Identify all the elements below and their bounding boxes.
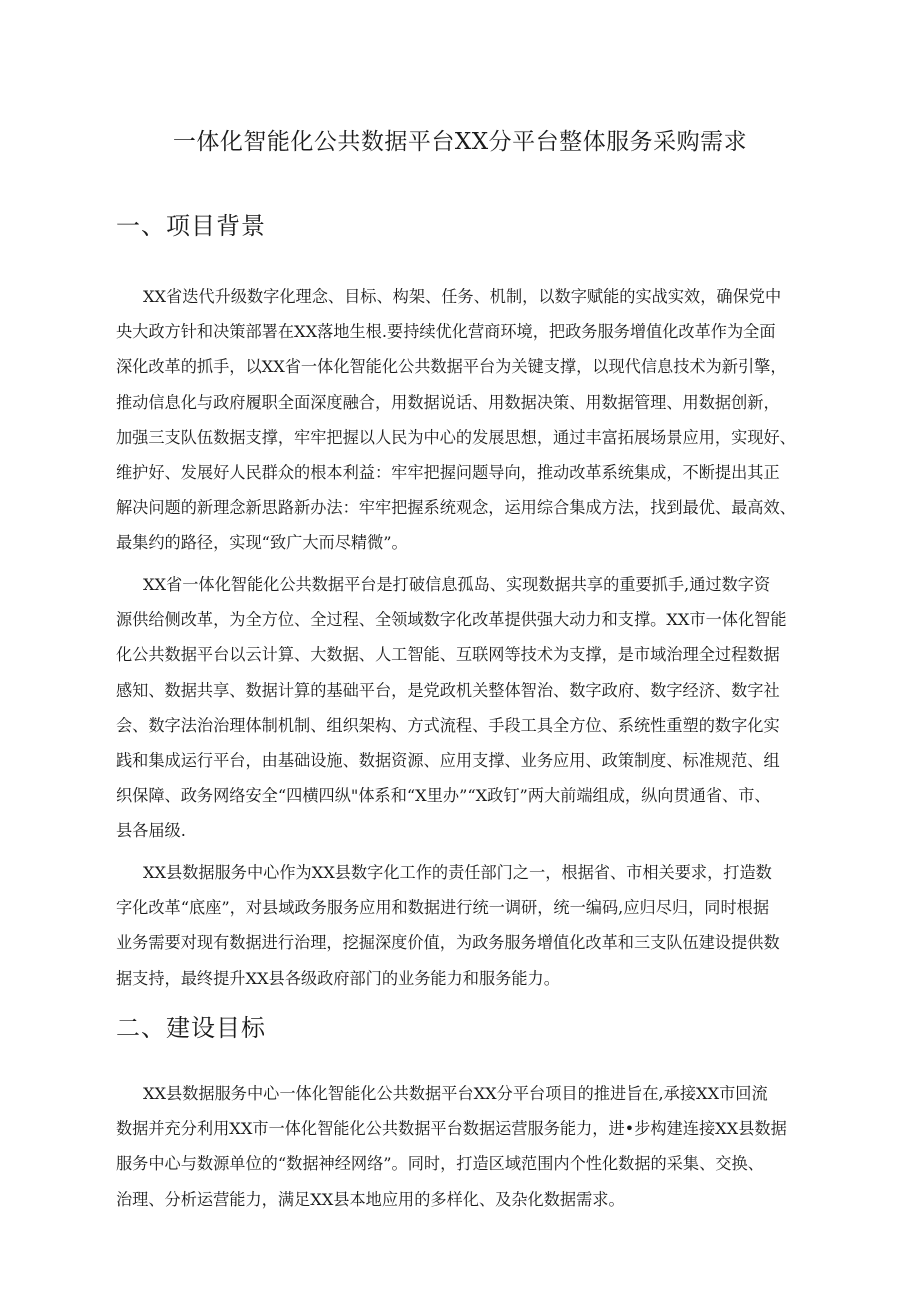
section-heading-goals: 二、建设目标 — [116, 1014, 266, 1042]
text-line: 践和集成运行平台，由基础设施、数据资源、应用支撑、业务应用、政策制度、标准规范、组 — [116, 751, 780, 771]
text-line: XX省一体化智能化公共数据平台是打破信息孤岛、实现数据共享的重要抓手,通过数字资 — [143, 575, 771, 594]
text-line: 会、数字法治治理体制机制、组织架构、方式流程、手段工具全方位、系统性重塑的数字化实 — [116, 715, 780, 735]
text-line: 字化改革“底座”，对县域政务服务应用和数据进行统一调研，统一编码,应归尽归，同时根据 — [116, 898, 770, 918]
text-line: 感知、数据共享、数据计算的基础平台，是党政机关整体智治、数字政府、数字经济、数字社 — [116, 680, 780, 700]
text-line: 最集约的路径，实现“致广大而尽精微”。 — [116, 533, 408, 553]
text-line: 深化改革的抓手，以XX省一体化智能化公共数据平台为关键支撑，以现代信息技术为新引擎， — [116, 357, 787, 377]
text-line: 县各届级. — [116, 821, 186, 841]
paragraph-background-2 — [116, 567, 826, 849]
text-line: 解决问题的新理念新思路新办法：牢牢把握系统观念，运用综合集成方法，找到最优、最高效、 — [116, 498, 796, 518]
text-line: 织保障、政务网络安全“四横四纵"体系和“X里办”“X政钉”两大前端组成，纵向贯通省、市、 — [116, 786, 771, 806]
text-line: 治理、分析运营能力，满足XX县本地应用的多样化、及杂化数据需求。 — [116, 1189, 625, 1209]
text-line: 加强三支队伍数据支撑，牢牢把握以人民为中心的发展思想，通过丰富拓展场景应用，实现好、 — [116, 427, 796, 447]
text-line: XX县数据服务中心作为XX县数字化工作的责任部门之一，根据省、市相关要求，打造数 — [143, 863, 772, 882]
text-line: 据支持，最终提升XX县各级政府部门的业务能力和服务能力。 — [116, 968, 560, 988]
text-line: XX县数据服务中心一体化智能化公共数据平台XX分平台项目的推进旨在,承接XX市回流 — [143, 1084, 768, 1103]
text-line: 数据并充分利用XX市一体化智能化公共数据平台数据运营服务能力，进•步构建连接XX县数据 — [116, 1119, 787, 1139]
text-line: 源供给侧改革，为全方位、全过程、全领域数字化改革提供强大动力和支撑。XX市一体化智能 — [116, 610, 787, 630]
paragraph-background-3 — [116, 855, 826, 996]
paragraph-background-1 — [116, 279, 826, 561]
paragraph-goals-1 — [116, 1076, 826, 1217]
text-line: 推动信息化与政府履职全面深度融合，用数据说话、用数据决策、用数据管理、用数据创新， — [116, 392, 780, 412]
text-line: XX省迭代升级数字化理念、目标、构架、任务、机制，以数字赋能的实战实效，确保党中 — [143, 287, 782, 306]
document-title: 一体化智能化公共数据平台XX分平台整体服务采购需求 — [172, 129, 748, 155]
section-heading-background: 一、项目背景 — [116, 212, 266, 240]
text-line: 业务需要对现有数据进行治理，挖掘深度价值，为政务服务增值化改革和三支队伍建设提供数 — [116, 933, 780, 953]
text-line: 服务中心与数源单位的“数据神经网络”。同时，打造区域范围内个性化数据的采集、交换、 — [116, 1154, 764, 1174]
text-line: 化公共数据平台以云计算、大数据、人工智能、互联网等技术为支撑，是市域治理全过程数据 — [116, 645, 780, 665]
text-line: 维护好、发展好人民群众的根本利益：牢牢把握问题导向，推动改革系统集成，不断提出其正 — [116, 463, 780, 483]
text-line: 央大政方针和决策部署在XX落地生根.要持续优化营商环境，把政务服务增值化改革作为全面 — [116, 322, 776, 342]
